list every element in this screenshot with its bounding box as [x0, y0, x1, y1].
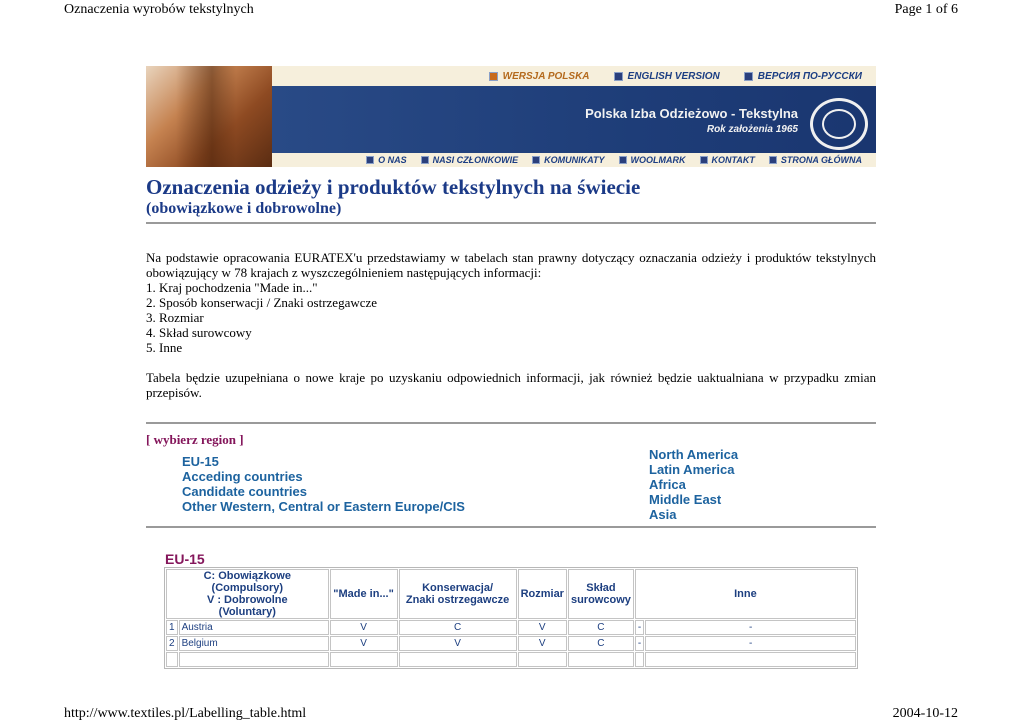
region-link-other-europe[interactable]: Other Western, Central or Eastern Europe/CIS — [182, 499, 465, 514]
cell-size: V — [518, 636, 567, 651]
cell-composition: C — [568, 620, 634, 635]
row-country: Austria — [179, 620, 329, 635]
bullet-square-icon — [744, 72, 753, 81]
header-care-line2: Znaki ostrzegawcze — [405, 594, 510, 606]
cell-made-in: V — [330, 620, 398, 635]
print-url: http://www.textiles.pl/Labelling_table.html — [64, 706, 307, 721]
bullet-square-icon — [700, 156, 708, 164]
divider — [146, 422, 876, 424]
intro-text — [146, 250, 876, 355]
region-link-asia[interactable]: Asia — [649, 507, 677, 522]
intro-paragraph: Na podstawie opracowania EURATEX'u przedstawiamy w tabelach stan prawny dotyczący oznaczania odzieży i produktów tekstylnych obowiązujący w 78 krajach z wyszczególnieniem następujących informacji: — [146, 250, 876, 280]
header-care — [399, 569, 517, 619]
row-number: 2 — [166, 636, 178, 651]
table-section-title: EU-15 — [165, 551, 205, 567]
founded-year: Rok założenia 1965 — [706, 124, 798, 135]
table-row — [166, 620, 856, 635]
header-made-in: "Made in..." — [330, 569, 398, 619]
update-note-text: Tabela będzie uzupełniana o nowe kraje po uzyskaniu odpowiednich informacji, jak również będzie uaktualniana w przypadku zmian przepisów. — [146, 370, 876, 400]
update-note — [146, 370, 876, 400]
nav-link-contact-label: KONTAKT — [711, 155, 755, 165]
region-link-middle-east[interactable]: Middle East — [649, 492, 722, 507]
language-bar — [272, 66, 876, 86]
organization-name-text: Polska Izba Odzieżowo - Tekstylna — [585, 106, 798, 121]
lang-link-russian-label: ВЕРСИЯ ПО-РУССКИ — [757, 70, 862, 82]
lang-link-english[interactable] — [614, 71, 720, 82]
empty-cell — [330, 652, 398, 667]
cell-composition: C — [568, 636, 634, 651]
nav-link-about-label: O NAS — [378, 155, 407, 165]
nav-link-contact[interactable] — [700, 155, 755, 165]
nav-link-members[interactable] — [421, 155, 519, 165]
info-list-item: 3. Rozmiar — [146, 310, 204, 325]
empty-cell — [645, 652, 856, 667]
site-banner — [146, 66, 876, 167]
nav-link-about[interactable] — [366, 155, 407, 165]
info-list-item: 2. Sposób konserwacji / Znaki ostrzegawcze — [146, 295, 378, 310]
print-header-title: Oznaczenia wyrobów tekstylnych — [64, 2, 254, 17]
legend-voluntary: V : Dobrowolne — [206, 594, 288, 606]
table-header-row — [166, 569, 856, 619]
bullet-square-icon — [421, 156, 429, 164]
cell-care: C — [399, 620, 517, 635]
table-row-partial — [166, 652, 856, 667]
nav-link-home-label: STRONA GŁÓWNA — [780, 155, 862, 165]
empty-cell — [568, 652, 634, 667]
page-subtitle: (obowiązkowe i dobrowolne) — [146, 200, 342, 217]
empty-cell — [166, 652, 178, 667]
lang-link-polish-label: WERSJA POLSKA — [502, 70, 590, 82]
legend-header — [166, 569, 329, 619]
divider — [146, 526, 876, 528]
empty-cell — [635, 652, 644, 667]
info-list-item: 1. Kraj pochodzenia "Made in..." — [146, 280, 318, 295]
info-list-item: 5. Inne — [146, 340, 183, 355]
nav-link-woolmark-label: WOOLMARK — [630, 155, 686, 165]
page-heading — [146, 175, 876, 218]
cell-made-in: V — [330, 636, 398, 651]
organization-logo-icon — [810, 98, 868, 150]
cell-other-b: - — [645, 636, 856, 651]
empty-cell — [518, 652, 567, 667]
header-size: Rozmiar — [518, 569, 567, 619]
header-composition-line1: Skład — [586, 582, 616, 594]
region-link-north-america[interactable]: North America — [649, 447, 739, 462]
print-page-number: Page 1 of 6 — [894, 2, 958, 17]
print-footer — [64, 706, 958, 722]
region-link-latin-america[interactable]: Latin America — [649, 462, 735, 477]
legend-compulsory-en: (Compulsory) — [211, 582, 284, 594]
region-list-world — [649, 447, 738, 522]
nav-link-news-label: KOMUNIKATY — [544, 155, 605, 165]
info-list-item: 4. Skład surowcowy — [146, 325, 252, 340]
header-other: Inne — [635, 569, 856, 619]
header-composition — [568, 569, 634, 619]
row-number: 1 — [166, 620, 178, 635]
region-link-candidate[interactable]: Candidate countries — [182, 484, 307, 499]
legend-voluntary-en: (Voluntary) — [218, 606, 276, 618]
labelling-table — [164, 567, 858, 669]
legend-compulsory: C: Obowiązkowe — [203, 570, 291, 582]
region-link-acceding[interactable]: Acceding countries — [182, 469, 303, 484]
print-header — [64, 2, 958, 18]
region-selector-label: [ wybierz region ] — [146, 432, 244, 447]
nav-link-news[interactable] — [532, 155, 604, 165]
nav-link-woolmark[interactable] — [619, 155, 686, 165]
header-care-line1: Konserwacja/ — [422, 582, 494, 594]
print-date: 2004-10-12 — [892, 706, 958, 721]
bullet-square-icon — [532, 156, 540, 164]
lang-link-russian[interactable] — [744, 71, 862, 82]
banner-portrait-image — [146, 66, 272, 167]
cell-other-a: - — [635, 620, 644, 635]
cell-size: V — [518, 620, 567, 635]
main-nav — [272, 153, 876, 167]
bullet-square-icon — [489, 72, 498, 81]
region-list-europe — [182, 454, 465, 514]
bullet-square-icon — [366, 156, 374, 164]
lang-link-english-label: ENGLISH VERSION — [627, 70, 720, 82]
lang-link-polish[interactable] — [489, 71, 590, 82]
bullet-square-icon — [614, 72, 623, 81]
nav-link-members-label: NASI CZŁONKOWIE — [432, 155, 519, 165]
nav-link-home[interactable] — [769, 155, 862, 165]
cell-care: V — [399, 636, 517, 651]
row-country: Belgium — [179, 636, 329, 651]
divider — [146, 222, 876, 224]
cell-other-b: - — [645, 620, 856, 635]
header-composition-line2: surowcowy — [570, 594, 631, 606]
region-link-africa[interactable]: Africa — [649, 477, 686, 492]
empty-cell — [179, 652, 329, 667]
cell-other-a: - — [635, 636, 644, 651]
bullet-square-icon — [769, 156, 777, 164]
table-row — [166, 636, 856, 651]
region-link-eu15[interactable]: EU-15 — [182, 454, 219, 469]
banner-title-bar — [272, 86, 876, 153]
organization-name — [585, 106, 798, 135]
bullet-square-icon — [619, 156, 627, 164]
empty-cell — [399, 652, 517, 667]
page-title: Oznaczenia odzieży i produktów tekstylnych na świecie — [146, 175, 641, 199]
